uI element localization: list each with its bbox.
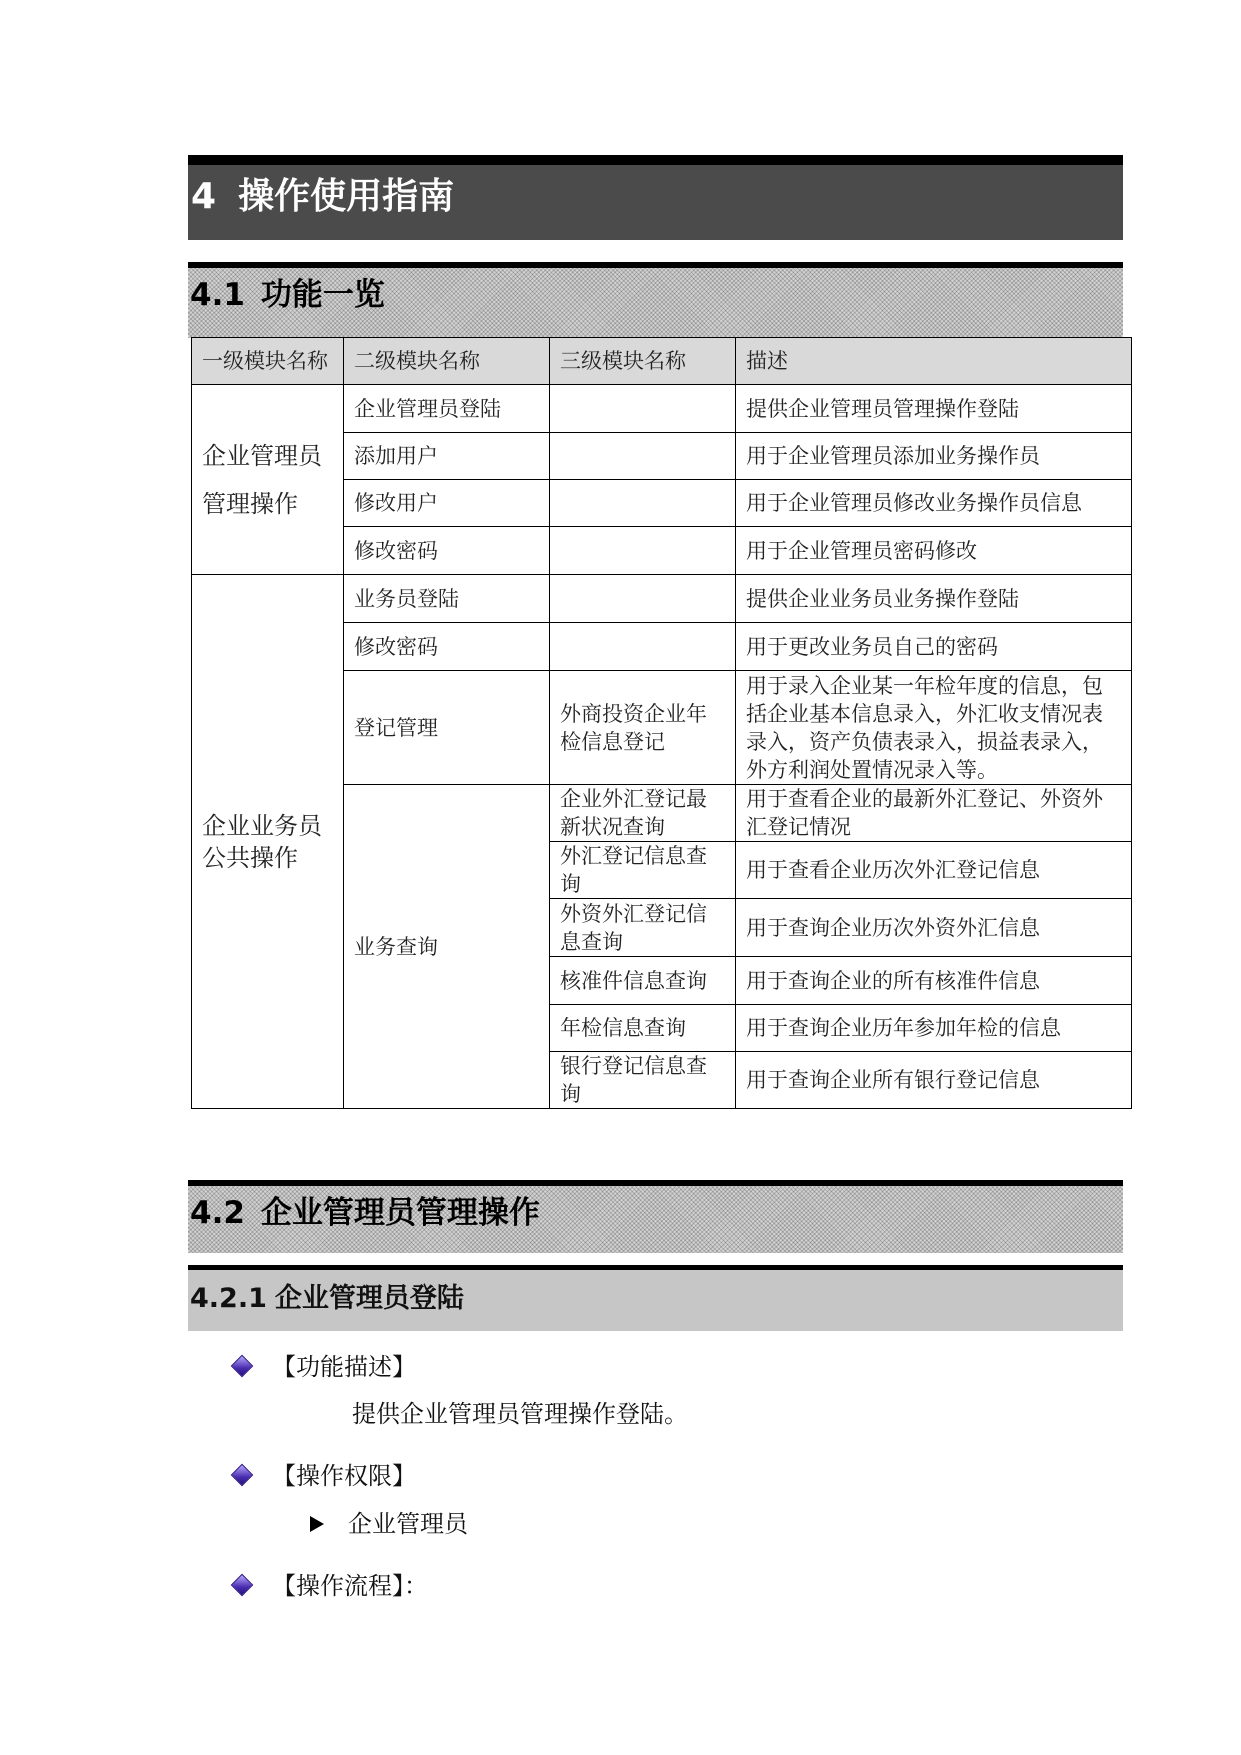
desc-cell: 用于录入企业某一年检年度的信息，包括企业基本信息录入，外汇收支情况表录入，资产负债表录入，损益表录入，外方利润处置情况录入等。 [736, 671, 1132, 785]
level2-cell: 修改密码 [344, 527, 550, 575]
level2-cell: 登记管理 [344, 671, 550, 785]
section-number: 4.2.1 [190, 1283, 267, 1314]
level1-label-line: 公共操作 [202, 843, 298, 872]
desc-cell: 用于企业管理员添加业务操作员 [736, 433, 1132, 480]
section-title: 功能一览 [260, 277, 385, 313]
level2-cell: 修改用户 [344, 480, 550, 527]
level2-cell: 添加用户 [344, 433, 550, 480]
chapter-number: 4 [191, 176, 217, 217]
section-title: 企业管理员登陆 [274, 1283, 464, 1314]
level3-cell [550, 480, 736, 527]
level1-label-line: 企业管理员 [202, 441, 322, 470]
bullet-label: 【操作权限】 [272, 1462, 416, 1490]
level3-cell [550, 575, 736, 623]
function-overview-table [191, 337, 1132, 1109]
table-header-cell: 三级模块名称 [550, 338, 736, 385]
level3-cell [550, 623, 736, 671]
level3-cell [550, 433, 736, 480]
table-row [192, 575, 1132, 623]
section-title: 企业管理员管理操作 [260, 1195, 540, 1231]
table-row [192, 385, 1132, 433]
level1-cell-staff [192, 575, 344, 1109]
table-header-cell: 二级模块名称 [344, 338, 550, 385]
function-description-text: 提供企业管理员管理操作登陆。 [352, 1400, 688, 1428]
level3-cell: 外资外汇登记信息查询 [550, 899, 736, 957]
desc-cell: 用于更改业务员自己的密码 [736, 623, 1132, 671]
level1-cell-admin [192, 385, 344, 575]
purple-diamond-icon [231, 1463, 254, 1486]
desc-cell: 用于查询企业所有银行登记信息 [736, 1052, 1132, 1109]
chapter-title: 操作使用指南 [238, 176, 455, 217]
purple-diamond-icon [231, 1573, 254, 1596]
desc-cell: 用于查询企业历年参加年检的信息 [736, 1005, 1132, 1052]
level1-label-line: 管理操作 [202, 489, 298, 518]
section-4-2-heading [190, 1188, 540, 1238]
section-4-1-heading [190, 270, 385, 320]
permission-item-label: 企业管理员 [348, 1510, 468, 1538]
section-4-2-1-heading [190, 1271, 464, 1327]
level3-cell: 核准件信息查询 [550, 957, 736, 1005]
section-number: 4.1 [190, 277, 245, 313]
level2-cell: 业务员登陆 [344, 575, 550, 623]
level3-cell: 外汇登记信息查询 [550, 842, 736, 899]
desc-cell: 用于查询企业的所有核准件信息 [736, 957, 1132, 1005]
desc-cell: 用于查询企业历次外资外汇信息 [736, 899, 1132, 957]
level2-cell: 修改密码 [344, 623, 550, 671]
level1-label-line: 企业业务员 [202, 811, 322, 840]
arrow-right-icon [310, 1516, 324, 1532]
bullet-function-description [234, 1349, 416, 1385]
level3-cell: 企业外汇登记最新状况查询 [550, 785, 736, 842]
level3-cell [550, 385, 736, 433]
purple-diamond-icon [231, 1354, 254, 1377]
desc-cell: 用于查看企业历次外汇登记信息 [736, 842, 1132, 899]
level2-cell: 企业管理员登陆 [344, 385, 550, 433]
chapter-heading [191, 165, 454, 229]
desc-cell: 用于查看企业的最新外汇登记、外资外汇登记情况 [736, 785, 1132, 842]
table-header-row [192, 338, 1132, 385]
desc-cell: 用于企业管理员修改业务操作员信息 [736, 480, 1132, 527]
level3-cell: 银行登记信息查询 [550, 1052, 736, 1109]
bullet-label: 【操作流程】： [272, 1572, 428, 1600]
bullet-label: 【功能描述】 [272, 1353, 416, 1381]
table-header-cell: 描述 [736, 338, 1132, 385]
bullet-operation-flow [234, 1568, 428, 1604]
desc-cell: 提供企业业务员业务操作登陆 [736, 575, 1132, 623]
level3-cell: 外商投资企业年检信息登记 [550, 671, 736, 785]
level3-cell: 年检信息查询 [550, 1005, 736, 1052]
level2-cell-query: 业务查询 [344, 785, 550, 1109]
desc-cell: 提供企业管理员管理操作登陆 [736, 385, 1132, 433]
desc-cell: 用于企业管理员密码修改 [736, 527, 1132, 575]
permission-item [310, 1506, 468, 1542]
table-header-cell: 一级模块名称 [192, 338, 344, 385]
level3-cell [550, 527, 736, 575]
section-number: 4.2 [190, 1195, 245, 1231]
bullet-permission [234, 1458, 416, 1494]
